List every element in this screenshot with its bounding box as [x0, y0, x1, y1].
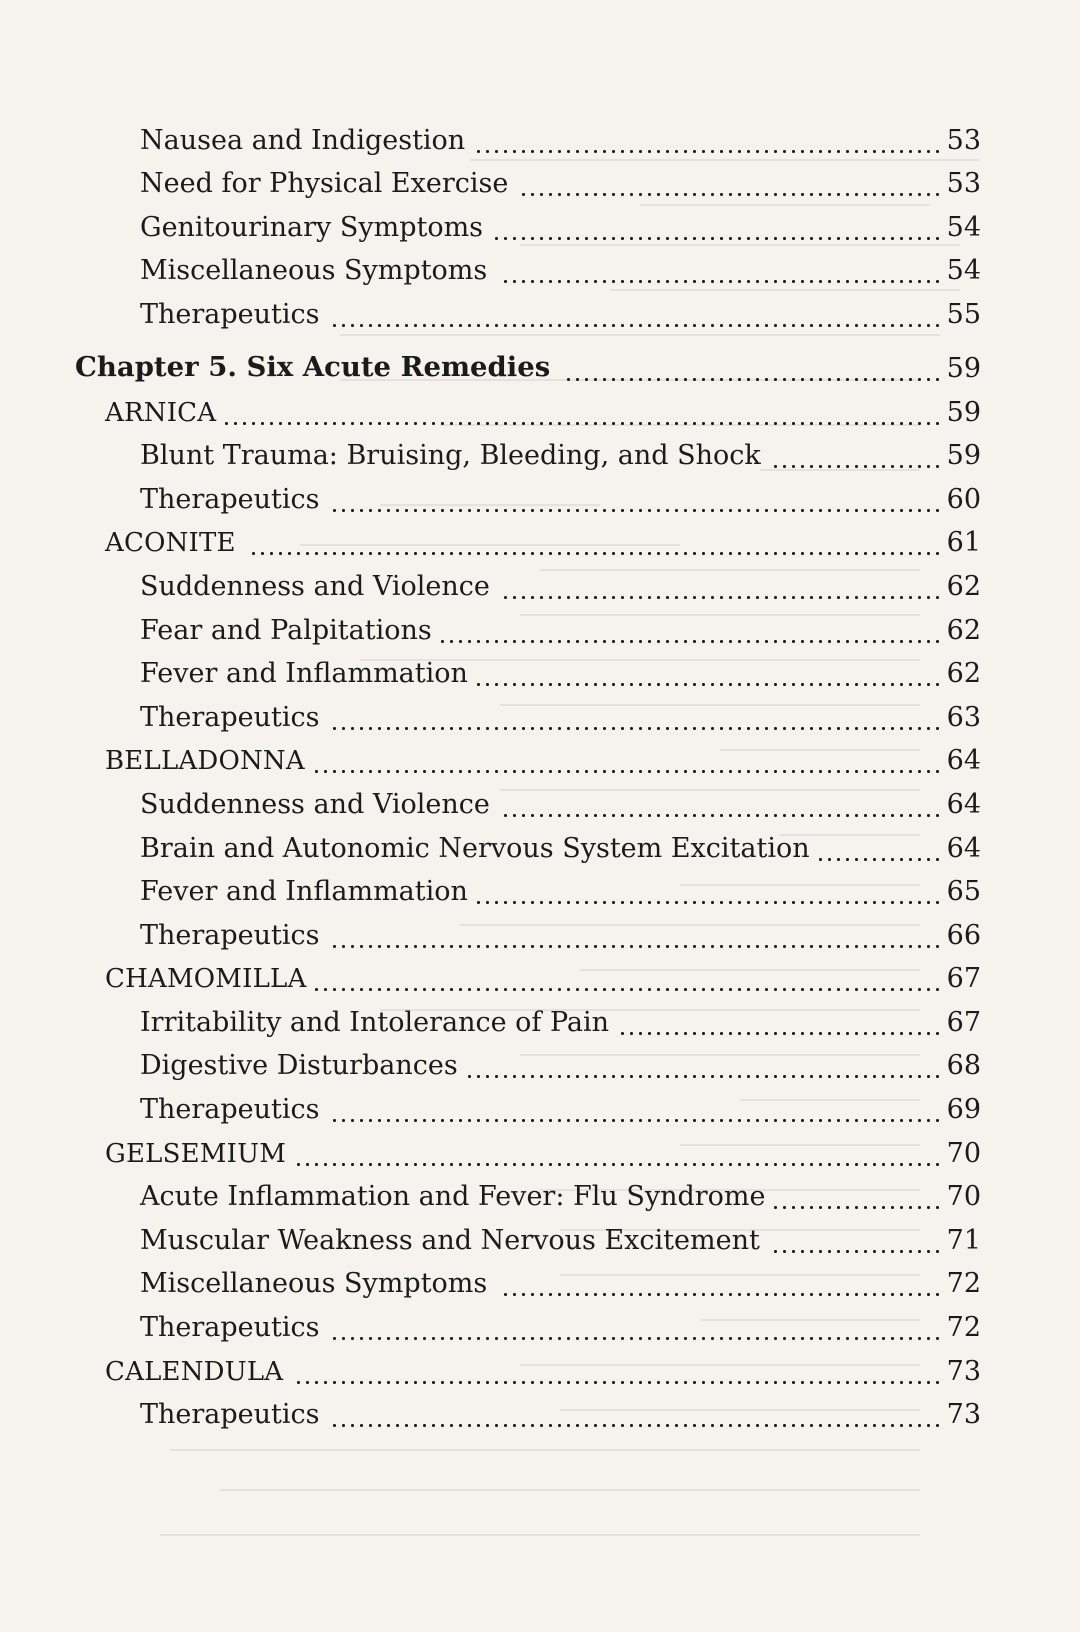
toc-page-number: 53: [946, 168, 981, 200]
toc-entry-title: Blunt Trauma: Bruising, Bleeding, and Shock: [140, 440, 761, 472]
toc-page-number: 59: [946, 440, 981, 472]
dot-leader: [504, 814, 943, 817]
dot-leader: [504, 280, 943, 283]
dot-leader: [297, 1381, 943, 1384]
toc-entry-title: Nausea and Indigestion: [140, 124, 466, 156]
dot-leader: [774, 1206, 943, 1209]
toc-entry-title: Fever and Inflammation: [140, 876, 468, 908]
toc-entry-title: Irritability and Intolerance of Pain: [140, 1006, 610, 1038]
toc-page-number: 67: [946, 963, 981, 995]
toc-page-number: 67: [946, 1006, 981, 1038]
toc-entry-title: Acute Inflammation and Fever: Flu Syndrome: [140, 1181, 766, 1213]
toc-page-number: 63: [946, 701, 981, 733]
toc-section-row: [0, 1218, 1080, 1262]
toc-page-number: 70: [946, 1181, 981, 1213]
toc-section-row: [0, 564, 1080, 608]
toc-entry-title: Therapeutics: [140, 483, 320, 515]
toc-remedy-row: [0, 521, 1080, 565]
toc-page-number: 70: [946, 1137, 981, 1169]
dot-leader: [315, 988, 943, 991]
toc-remedy-row: [0, 390, 1080, 434]
toc-entry-title: Suddenness and Violence: [140, 788, 490, 820]
toc-section-row: [0, 826, 1080, 870]
dot-leader: [333, 509, 943, 512]
toc-entry-title: Fever and Inflammation: [140, 658, 468, 690]
toc-page-number: 72: [946, 1312, 981, 1344]
toc-section-row: [0, 1175, 1080, 1219]
toc-section-row: [0, 782, 1080, 826]
toc-page-number: 53: [946, 124, 981, 156]
toc-entry-title: Therapeutics: [140, 919, 320, 951]
dot-leader: [477, 150, 943, 153]
toc-section-row: [0, 205, 1080, 249]
toc-section-row: [0, 652, 1080, 696]
toc-section-row: [0, 870, 1080, 914]
dot-leader: [504, 1293, 943, 1296]
toc-page-number: 64: [946, 745, 981, 777]
toc-page-number: 55: [946, 298, 981, 330]
toc-entry-title: Therapeutics: [140, 701, 320, 733]
dot-leader: [522, 193, 943, 196]
toc-section-row: [0, 249, 1080, 293]
dot-leader: [495, 237, 943, 240]
dot-leader: [252, 552, 943, 555]
toc-page-number: 73: [946, 1399, 981, 1431]
dot-leader: [333, 945, 943, 948]
toc-page-number: 54: [946, 255, 981, 287]
dot-leader: [468, 1075, 943, 1078]
dot-leader: [297, 1163, 943, 1166]
toc-section-row: [0, 608, 1080, 652]
toc-section-row: [0, 292, 1080, 336]
toc-entry-title: BELLADONNA: [105, 746, 305, 777]
toc-page-number: 62: [946, 570, 981, 602]
toc-section-row: [0, 1000, 1080, 1044]
dot-leader: [477, 683, 943, 686]
toc-entry-title: Need for Physical Exercise: [140, 168, 509, 200]
dot-leader: [333, 324, 943, 327]
toc-section-row: [0, 118, 1080, 162]
toc-entry-title: CALENDULA: [105, 1356, 284, 1387]
toc-entry-title: Digestive Disturbances: [140, 1050, 458, 1082]
toc-remedy-row: [0, 739, 1080, 783]
toc-entry-title: GELSEMIUM: [105, 1138, 287, 1169]
dot-leader: [225, 422, 943, 425]
toc-entry-title: Therapeutics: [140, 1312, 320, 1344]
toc-entry-title: CHAMOMILLA: [105, 964, 307, 995]
toc-page-number: 62: [946, 614, 981, 646]
toc-entry-title: ARNICA: [105, 397, 217, 428]
toc-page-number: 59: [946, 352, 981, 384]
toc-remedy-row: [0, 1349, 1080, 1393]
toc-page-number: 60: [946, 483, 981, 515]
toc-page-number: 69: [946, 1094, 981, 1126]
toc-page-number: 73: [946, 1355, 981, 1387]
dot-leader: [333, 1337, 943, 1340]
toc-entry-title: Therapeutics: [140, 298, 320, 330]
dot-leader: [333, 727, 943, 730]
dot-leader: [315, 770, 943, 773]
toc-entry-title: ACONITE: [105, 528, 236, 559]
toc-section-row: [0, 1044, 1080, 1088]
toc-page-number: 62: [946, 658, 981, 690]
toc-entry-title: Therapeutics: [140, 1094, 320, 1126]
toc-section-row: [0, 477, 1080, 521]
toc-section-row: [0, 1393, 1080, 1437]
toc-section-row: [0, 1262, 1080, 1306]
dot-leader: [477, 901, 943, 904]
toc-page-number: 64: [946, 788, 981, 820]
table-of-contents: [0, 118, 1080, 1436]
dot-leader: [819, 858, 943, 861]
toc-page-number: 64: [946, 832, 981, 864]
toc-entry-title: Chapter 5. Six Acute Remedies: [75, 351, 551, 384]
toc-chapter-row: [0, 336, 1080, 390]
dot-leader: [333, 1424, 943, 1427]
toc-page-number: 72: [946, 1268, 981, 1300]
dot-leader: [621, 1032, 943, 1035]
toc-entry-title: Miscellaneous Symptoms: [140, 255, 488, 287]
toc-page-number: 71: [946, 1224, 981, 1256]
toc-entry-title: Fear and Palpitations: [140, 614, 432, 646]
toc-section-row: [0, 695, 1080, 739]
toc-section-row: [0, 1087, 1080, 1131]
toc-remedy-row: [0, 957, 1080, 1001]
dot-leader: [504, 596, 943, 599]
toc-page-number: 68: [946, 1050, 981, 1082]
toc-entry-title: Miscellaneous Symptoms: [140, 1268, 488, 1300]
dot-leader: [774, 1250, 943, 1253]
toc-page-number: 54: [946, 211, 981, 243]
toc-remedy-row: [0, 1131, 1080, 1175]
dot-leader: [567, 378, 943, 381]
dot-leader: [333, 1119, 943, 1122]
dot-leader: [441, 640, 943, 643]
toc-section-row: [0, 162, 1080, 206]
toc-entry-title: Brain and Autonomic Nervous System Excitation: [140, 832, 810, 864]
toc-page-number: 61: [946, 527, 981, 559]
toc-page-number: 65: [946, 876, 981, 908]
toc-entry-title: Genitourinary Symptoms: [140, 211, 484, 243]
toc-entry-title: Suddenness and Violence: [140, 570, 490, 602]
toc-section-row: [0, 1305, 1080, 1349]
toc-entry-title: Muscular Weakness and Nervous Excitement: [140, 1224, 760, 1256]
toc-entry-title: Therapeutics: [140, 1399, 320, 1431]
dot-leader: [774, 465, 943, 468]
toc-section-row: [0, 913, 1080, 957]
toc-section-row: [0, 434, 1080, 478]
toc-page-number: 66: [946, 919, 981, 951]
toc-page-number: 59: [946, 396, 981, 428]
